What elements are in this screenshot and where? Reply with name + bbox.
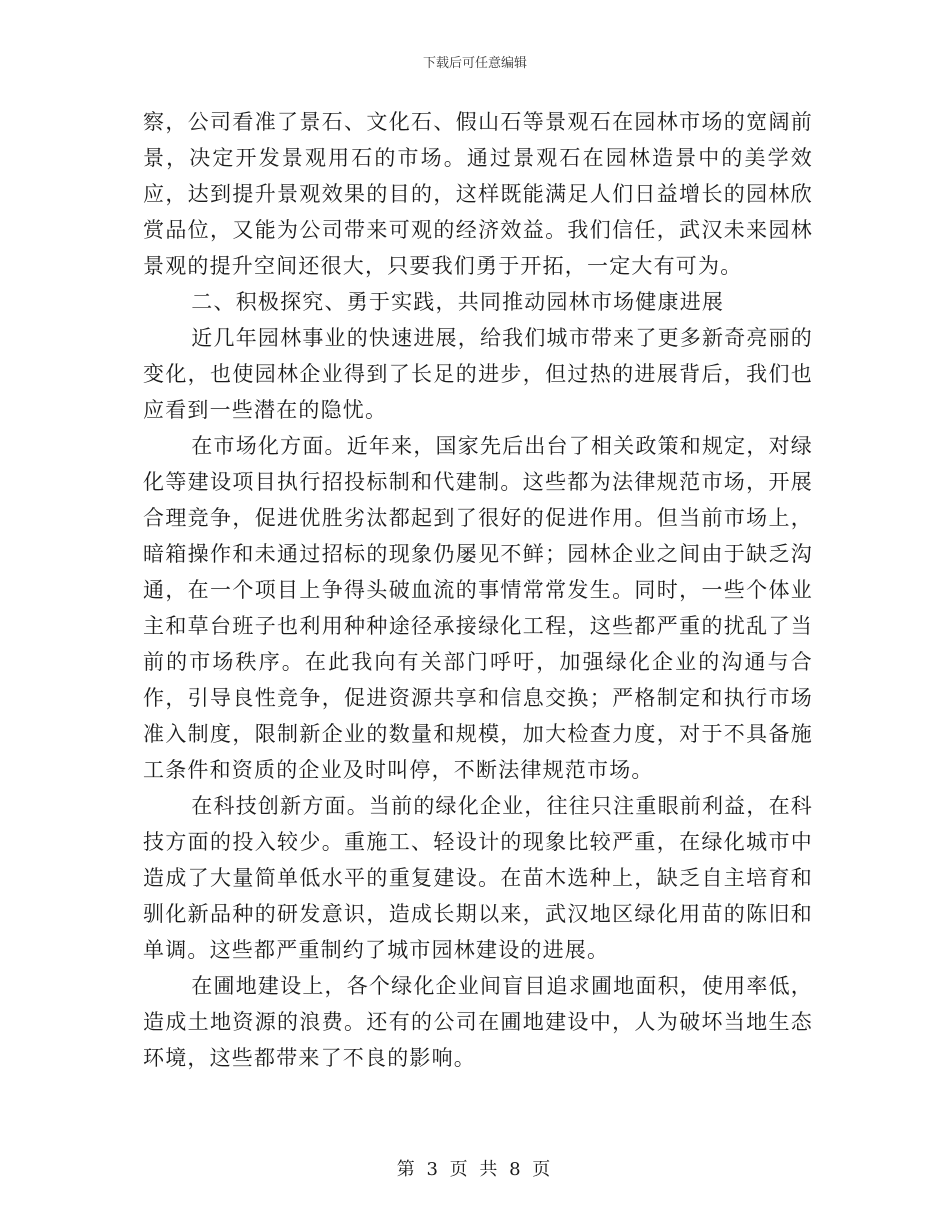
document-body (143, 104, 813, 1076)
paragraph: 在圃地建设上，各个绿化企业间盲目追求圃地面积，使用率低，造成土地资源的浪费。还有的公司在圃地建设中，人为破坏当地生态环境，这些都带来了不良的影响。 (143, 974, 813, 1070)
paragraph: 在市场化方面。近年来，国家先后出台了相关政策和规定，对绿化等建设项目执行招投标制和代建制。这些都为法律规范市场，开展合理竞争，促进优胜劣汰都起到了很好的促进作用。但当前市场上，暗箱操作和未通过招标的现象仍屡见不鲜；园林企业之间由于缺乏沟通，在一个项目上争得头破血流的事情常常发生。同时，一些个体业主和草台班子也利用种种途径承接绿化工程，这些都严重的扰乱了当前的市场秩序。在此我向有关部门呼吁，加强绿化企业的沟通与合作，引导良性竞争，促进资源共享和信息交换；严格制定和执行市场准入制度，限制新企业的数量和规模，加大检查力度，对于不具备施工条件和资质的企业及时叫停，不断法律规范市场。 (143, 434, 813, 782)
paragraph: 近几年园林事业的快速进展，给我们城市带来了更多新奇亮丽的变化，也使园林企业得到了长足的进步，但过热的进展背后，我们也应看到一些潜在的隐忧。 (143, 326, 813, 422)
page-header: 下载后可任意编辑 (422, 56, 527, 71)
paragraph: 在科技创新方面。当前的绿化企业，往往只注重眼前利益，在科技方面的投入较少。重施工、轻设计的现象比较严重，在绿化城市中造成了大量简单低水平的重复建设。在苗木选种上，缺乏自主培育和驯化新品种的研发意识，造成长期以来，武汉地区绿化用苗的陈旧和单调。这些都严重制约了城市园林建设的进展。 (143, 794, 813, 962)
paragraph-continued: 察，公司看准了景石、文化石、假山石等景观石在园林市场的宽阔前景，决定开发景观用石的市场。通过景观石在园林造景中的美学效应，达到提升景观效果的目的，这样既能满足人们日益增长的园林欣赏品位，又能为公司带来可观的经济效益。我们信任，武汉未来园林景观的提升空间还很大，只要我们勇于开拓，一定大有可为。 (143, 110, 813, 278)
page-number: 第 3 页 共 8 页 (396, 1159, 554, 1180)
section-heading: 二、积极探究、勇于实践，共同推动园林市场健康进展 (191, 290, 725, 314)
